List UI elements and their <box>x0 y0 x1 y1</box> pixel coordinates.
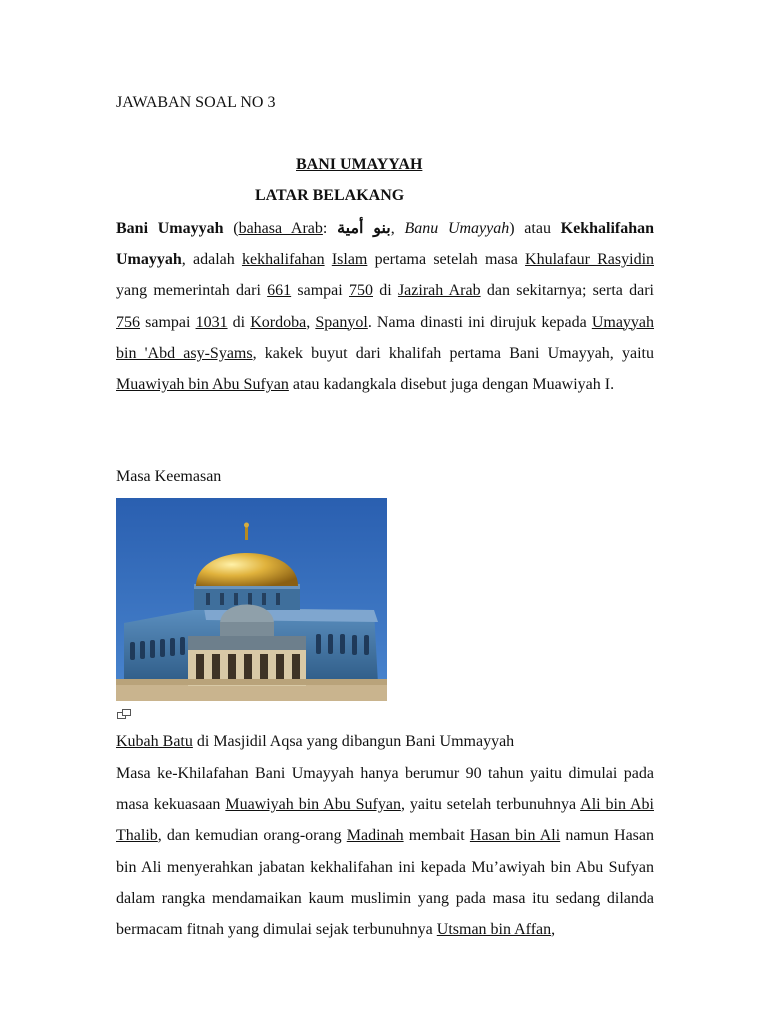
text: atau kadangkala disebut juga dengan Muawiyah I. <box>288 376 615 394</box>
text: di <box>372 282 398 300</box>
text: sampai <box>291 282 349 300</box>
transliteration: Banu Umayyah <box>404 220 510 237</box>
text <box>325 251 332 268</box>
section-subtitle: LATAR BELAKANG <box>255 187 405 204</box>
text: ( <box>223 220 239 237</box>
text: ) atau <box>509 220 561 237</box>
document-title: BANI UMAYYAH <box>296 156 423 173</box>
text: , <box>390 220 405 237</box>
text: namun Hasan bin Ali menyerahkan jabatan kekhalifahan ini kepada Mu’awiyah bin Abu Sufyan dalam rangka mendamaikan kaum muslimin yang pada masa itu sedang dilanda bermacam fitnah yang dimulai sejak terbunuhnya <box>116 827 655 939</box>
dome-of-the-rock-photo <box>116 498 387 701</box>
text: di <box>227 313 251 331</box>
link-756[interactable]: 756 <box>116 313 140 331</box>
image-anchor-icon <box>116 708 132 722</box>
document-header: JAWABAN SOAL NO 3 <box>116 94 276 111</box>
paragraph-golden-age <box>116 758 654 945</box>
term-kekhalifahan-umayyah: Kekhalifahan Umayyah <box>116 220 655 269</box>
text: sampai <box>140 313 196 331</box>
link-750[interactable]: 750 <box>348 282 373 300</box>
link-islam[interactable]: Islam <box>331 251 368 269</box>
link-madinah[interactable]: Madinah <box>346 827 404 845</box>
text: , yaitu setelah terbunuhnya <box>400 796 581 814</box>
text: membait <box>403 827 470 845</box>
paragraph-background <box>116 213 654 400</box>
text: pertama setelah masa <box>367 251 526 269</box>
text: , kakek buyut dari khalifah pertama Bani Umayyah, yaitu <box>252 344 654 362</box>
text: Masa ke-Khilafahan Bani Umayyah hanya berumur 90 tahun yaitu dimulai pada masa kekuasaan <box>116 765 654 814</box>
text: , dan kemudian orang-orang <box>157 827 347 845</box>
link-spanyol[interactable]: Spanyol <box>315 313 368 331</box>
text: . Nama dinasti ini dirujuk kepada <box>367 313 592 331</box>
arabic-name: بنو أمية <box>337 220 391 237</box>
link-kordoba[interactable]: Kordoba <box>250 313 307 331</box>
link-khulafaur-rasyidin[interactable]: Khulafaur Rasyidin <box>525 251 655 269</box>
text: , <box>306 313 316 331</box>
link-1031[interactable]: 1031 <box>195 313 228 331</box>
link-muawiyah-bin-abu-sufyan[interactable]: Muawiyah bin Abu Sufyan <box>225 796 401 814</box>
link-661[interactable]: 661 <box>267 282 292 300</box>
link-kubah-batu[interactable]: Kubah Batu <box>116 733 193 750</box>
term-bani-umayyah: Bani Umayyah <box>116 220 224 237</box>
link-umayyah-bin-abd-asy-syams[interactable]: Umayyah bin 'Abd asy-Syams <box>116 313 655 362</box>
link-utsman-bin-affan[interactable]: Utsman bin Affan <box>436 921 552 939</box>
image-caption <box>116 733 654 751</box>
text: di Masjidil Aqsa yang dibangun Bani Ummayyah <box>192 733 515 750</box>
text: : <box>322 220 338 237</box>
link-hasan-bin-ali[interactable]: Hasan bin Ali <box>469 827 561 845</box>
text: dan sekitarnya; serta dari <box>480 282 654 300</box>
link-muawiyah-bin-abu-sufyan[interactable]: Muawiyah bin Abu Sufyan <box>116 376 289 394</box>
link-ali-bin-abi-thalib[interactable]: Ali bin Abi Thalib <box>116 796 654 845</box>
link-bahasa-arab[interactable]: bahasa Arab <box>238 220 323 237</box>
text: , <box>551 921 556 939</box>
section-heading: Masa Keemasan <box>116 468 222 485</box>
link-jazirah-arab[interactable]: Jazirah Arab <box>397 282 481 300</box>
link-kekhalifahan[interactable]: kekhalifahan <box>241 251 325 269</box>
text: , adalah <box>181 251 242 269</box>
text: yang memerintah dari <box>116 282 268 300</box>
